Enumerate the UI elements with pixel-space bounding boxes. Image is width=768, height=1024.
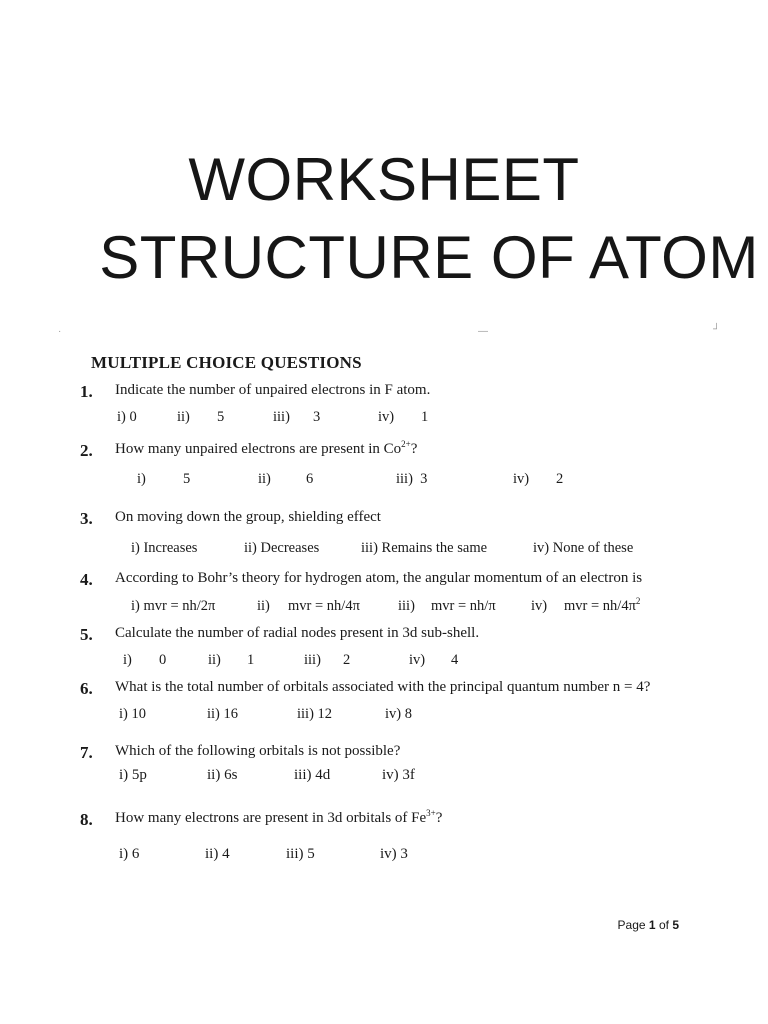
question-number: 1. — [80, 382, 93, 401]
option-value: mvr = nh/4π — [288, 598, 360, 614]
option-item: ii) 16 — [207, 706, 239, 722]
of-word: of — [658, 918, 669, 932]
scan-mark-right: ┘ — [713, 324, 721, 335]
option-label: ii) — [177, 409, 190, 425]
option-label: i) — [123, 652, 132, 668]
topic-title: STRUCTURE OF ATOM — [99, 224, 759, 291]
scan-mark-center: — — [478, 326, 488, 337]
question-number: 8. — [80, 810, 93, 829]
option-item: i) mvr = nh/2π — [131, 598, 216, 614]
option-label: ii) — [258, 471, 271, 487]
question-text: On moving down the group, shielding effect — [115, 509, 381, 525]
question-text: Calculate the number of radial nodes present in 3d sub-shell. — [115, 625, 480, 641]
option-item: iv) None of these — [533, 540, 634, 556]
option-value: mvr = nh/π — [431, 598, 496, 614]
option-item: iii) Remains the same — [361, 540, 488, 556]
option-item: i) 10 — [119, 706, 146, 722]
option-value — [564, 598, 640, 615]
question-number: 2. — [80, 441, 93, 460]
option-item: iii) 4d — [294, 767, 331, 783]
section-title: MULTIPLE CHOICE QUESTIONS — [91, 353, 362, 372]
option-item: i) Increases — [131, 540, 198, 556]
option-item: i) 6 — [119, 846, 140, 862]
question-number: 6. — [80, 679, 93, 698]
ion-charge: 2+ — [401, 439, 411, 449]
option-value: 6 — [306, 471, 314, 487]
option-value: 2 — [343, 652, 351, 668]
worksheet-title: WORKSHEET — [188, 146, 580, 213]
question-text: Which of the following orbitals is not possible? — [115, 743, 401, 759]
option-label: i) — [137, 471, 146, 487]
option-label: ii) — [208, 652, 221, 668]
question-text: According to Bohr’s theory for hydrogen atom, the angular momentum of an electron is — [115, 570, 643, 586]
page-word: Page — [617, 918, 646, 932]
option-label: iv) — [378, 409, 395, 425]
option-item: iv) 3f — [382, 767, 415, 783]
option-label: iii) — [398, 598, 415, 614]
option-label: iv) — [531, 598, 548, 614]
option-value: 5 — [183, 471, 191, 487]
option-value: 0 — [159, 652, 167, 668]
question-number: 7. — [80, 743, 93, 762]
option-value: 3 — [313, 409, 321, 425]
option-label: i) 0 — [117, 409, 137, 425]
option-label: iv) — [409, 652, 426, 668]
page-number — [618, 918, 679, 932]
option-item: i) 5p — [119, 767, 147, 783]
question-mark: ? — [410, 441, 418, 457]
option-label: ii) — [257, 598, 270, 614]
question-mark: ? — [435, 810, 443, 826]
question-text: Indicate the number of unpaired electrons in F atom. — [115, 382, 431, 398]
question-text: What is the total number of orbitals associated with the principal quantum number n = 4? — [115, 679, 651, 695]
option-item: ii) 4 — [205, 846, 230, 862]
option-item: iv) 3 — [380, 846, 408, 862]
question-number: 3. — [80, 509, 93, 528]
option-item: ii) 6s — [207, 767, 238, 783]
question-text — [115, 441, 417, 458]
question-text-main: How many unpaired electrons are present in Co — [115, 441, 402, 457]
option-label: iii) — [304, 652, 321, 668]
option-item: iii) 3 — [396, 471, 428, 487]
question-number: 4. — [80, 570, 93, 589]
option-value: 1 — [247, 652, 255, 668]
option-item: iv) 8 — [385, 706, 412, 722]
option-item: iii) 12 — [297, 706, 333, 722]
option-item: iii) 5 — [286, 846, 315, 862]
option-value: 4 — [451, 652, 459, 668]
option-value: 5 — [217, 409, 225, 425]
question-number: 5. — [80, 625, 93, 644]
option-label: iv) — [513, 471, 530, 487]
option-item: ii) Decreases — [244, 540, 320, 556]
question-text-main: How many electrons are present in 3d orbitals of Fe — [115, 810, 427, 826]
option-value: 1 — [421, 409, 429, 425]
current-page: 1 — [648, 918, 656, 932]
ion-charge: 3+ — [426, 808, 436, 818]
option-label: iii) — [273, 409, 290, 425]
question-text — [115, 810, 442, 827]
scan-mark-left: · — [58, 326, 62, 337]
formula-text: mvr = nh/4π — [564, 598, 636, 614]
total-pages: 5 — [672, 918, 679, 932]
option-value: 2 — [556, 471, 564, 487]
exponent: 2 — [635, 596, 641, 606]
